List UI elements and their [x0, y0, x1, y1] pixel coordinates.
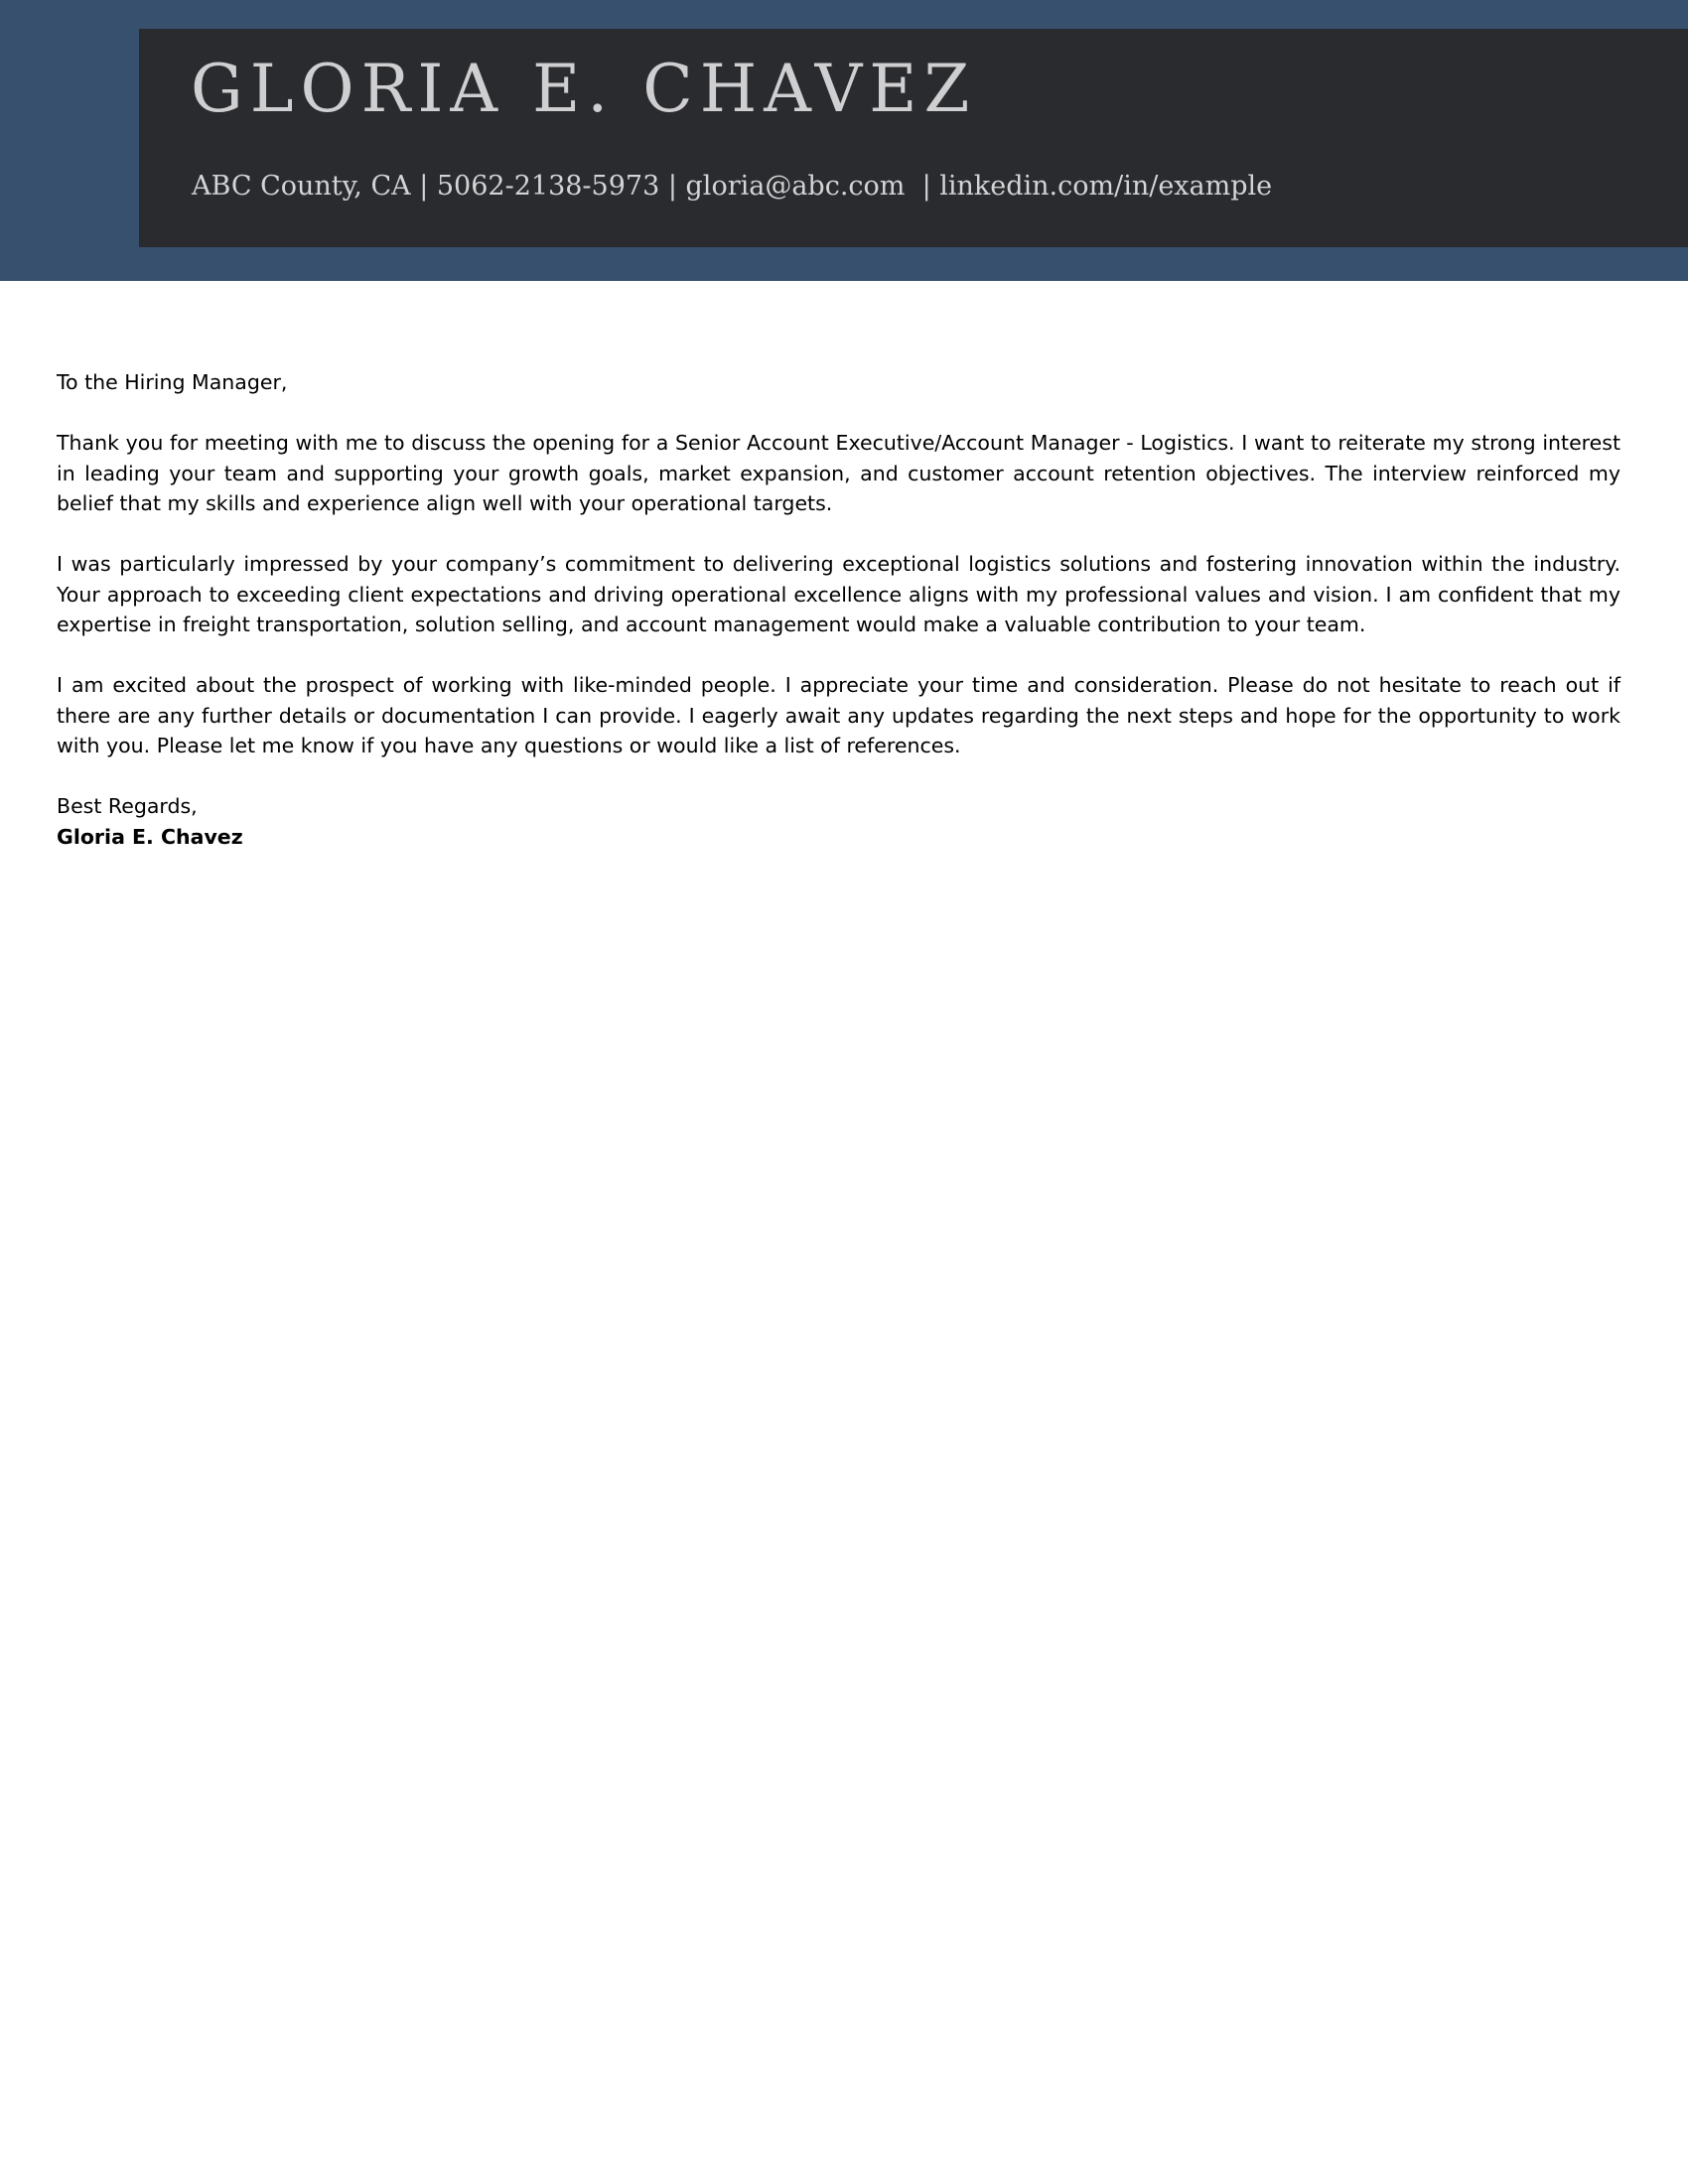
letter-body [57, 367, 1620, 852]
salutation: To the Hiring Manager, [57, 370, 288, 394]
header-box [139, 29, 1688, 247]
header-band [0, 0, 1688, 281]
contact-line: ABC County, CA | 5062-2138-5973 | gloria@abc.com | linkedin.com/in/example [192, 171, 1273, 202]
closing: Best Regards, [57, 794, 198, 818]
applicant-name: GLORIA E. CHAVEZ [191, 51, 977, 127]
paragraph-excited: I am excited about the prospect of working with like-minded people. I appreciate your time and consideration. Please do not hesitate to reach out if there are any further details or documentation I can provide. I eagerly await any updates regarding the next steps and hope for the opportunity to work with you. Please let me know if you have any questions or would like a list of references. [57, 673, 1620, 757]
signature-name: Gloria E. Chavez [57, 824, 243, 849]
paragraph-impressed: I was particularly impressed by your company’s commitment to delivering exceptional logistics solutions and fostering innovation within the industry. Your approach to exceeding client expectations and driving operational excellence aligns with my professional values and vision. I am confident that my expertise in freight transportation, solution selling, and account management would make a valuable contribution to your team. [57, 552, 1620, 636]
paragraph-thank-you: Thank you for meeting with me to discuss the opening for a Senior Account Executive/Account Manager - Logistics. I want to reiterate my strong interest in leading your team and supporting your growth goals, market expansion, and customer account retention objectives. The interview reinforced my belief that my skills and experience align well with your operational targets. [57, 431, 1620, 515]
